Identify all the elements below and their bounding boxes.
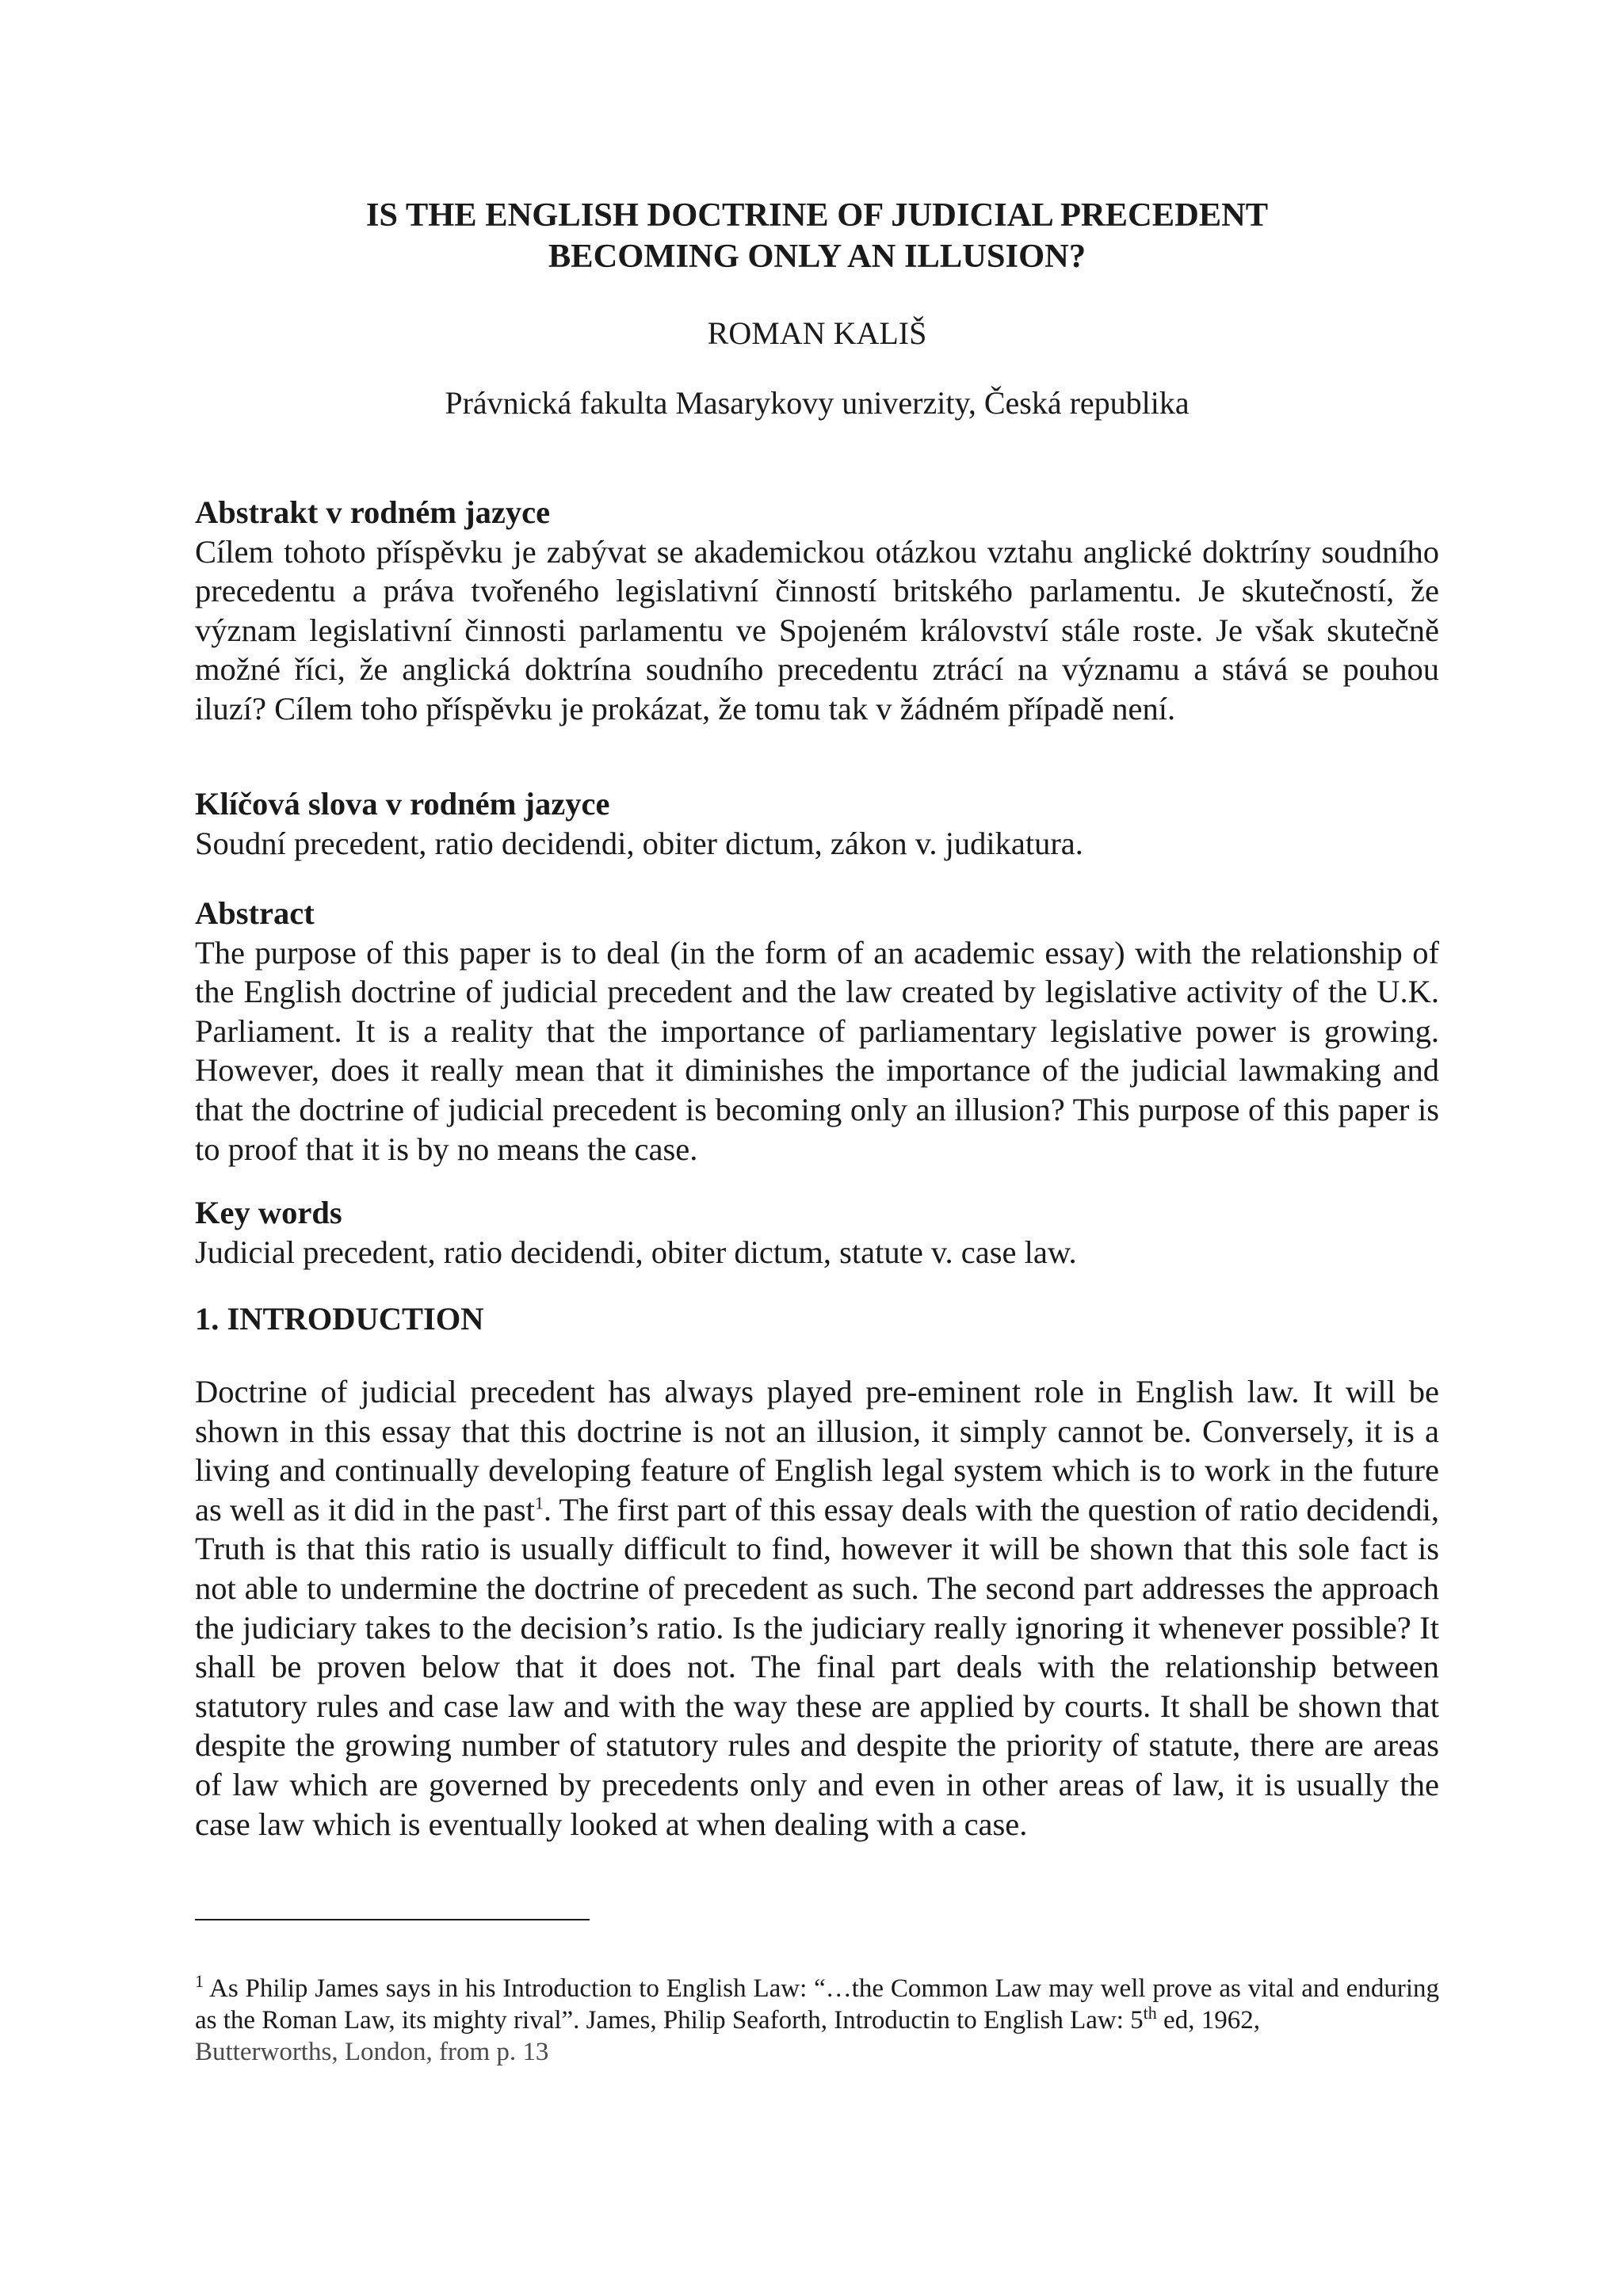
abstract-en-heading: Abstract — [195, 895, 315, 931]
abstract-native-section — [195, 493, 1439, 729]
footnote — [195, 1973, 1439, 2068]
footnote-publisher: Butterworths, London, from p. 13 — [195, 2038, 549, 2066]
intro-text-part2: . The first part of this essay deals with the question of ratio decidendi, Truth is that this ratio is usually difficult to find, however it will be shown that this sole fact is not able to undermine the doctrine of precedent as such. The second part addresses the approach the judiciary takes to the decision’s ratio. Is the judiciary really ignoring it whenever possible? It shall be proven below that it does not. The final part deals with the relationship between statutory rules and case law and with the way these are applied by courts. It shall be shown that despite the growing number of statutory rules and despite the priority of statute, there are areas of law which are governed by precedents only and even in other areas of law, it is usually the case law which is eventually looked at when dealing with a case. — [195, 1491, 1439, 1842]
footnote-reference-mark: 1 — [534, 1493, 544, 1513]
abstract-native-heading: Abstrakt v rodném jazyce — [195, 494, 551, 530]
intro-text-part1: Doctrine of judicial precedent has always played pre-eminent role in English law. It will be shown in this essay that this doctrine is not an illusion, it simply cannot be. Conversely, it is a living and continually developing feature of English legal system which is to work in the future as well as it did in the past — [195, 1374, 1439, 1527]
abstract-native-text: Cílem tohoto příspěvku je zabývat se akademickou otázkou vztahu anglické doktríny soudního precedentu a práva tvořeného legislativní činností britského parlamentu. Je skutečností, že význam legislativní činnosti parlamentu ve Spojeném království stále roste. Je však skutečně možné říci, že anglická doktrína soudního precedentu ztrácí na významu a stává se pouhou iluzí? Cílem toho příspěvku je prokázat, že tomu tak v žádném případě není. — [195, 533, 1439, 727]
author-affiliation: Právnická fakulta Masarykovy univerzity, Česká republika — [445, 385, 1190, 421]
footnote-mark: 1 — [195, 1971, 204, 1991]
abstract-en-section — [195, 894, 1439, 1169]
paper-title — [195, 195, 1439, 277]
introduction-paragraph — [195, 1372, 1439, 1844]
keywords-en-heading: Key words — [195, 1195, 342, 1230]
keywords-native-section — [195, 784, 1439, 863]
footnote-edition-superscript: th — [1143, 2003, 1157, 2023]
keywords-en-section — [195, 1193, 1439, 1272]
keywords-native-heading: Klíčová slova v rodném jazyce — [195, 786, 610, 822]
footnote-separator — [195, 1919, 590, 1920]
keywords-native-text: Soudní precedent, ratio decidendi, obiter dictum, zákon v. judikatura. — [195, 825, 1083, 861]
title-line-2: BECOMING ONLY AN ILLUSION? — [548, 238, 1086, 275]
abstract-en-text: The purpose of this paper is to deal (in the form of an academic essay) with the relationship of the English doctrine of judicial precedent and the law created by legislative activity of the U.K. Parliament. It is a reality that the importance of parliamentary legislative power is growing. However, does it really mean that it diminishes the importance of the judicial lawmaking and that the doctrine of judicial precedent is becoming only an illusion? This purpose of this paper is to proof that it is by no means the case. — [195, 934, 1439, 1167]
footnote-text-part2: ed, 1962, — [1156, 2006, 1260, 2035]
title-line-1: IS THE ENGLISH DOCTRINE OF JUDICIAL PRECEDENT — [365, 196, 1269, 234]
introduction-heading: 1. INTRODUCTION — [195, 1301, 484, 1337]
footnote-text-part1: As Philip James says in his Introduction to English Law: “…the Common Law may well prove as vital and enduring as the Roman Law, its mighty rival”. James, Philip Seaforth, Introductin to English Law: 5 — [195, 1974, 1439, 2035]
author-name: ROMAN KALIŠ — [707, 315, 927, 351]
keywords-en-text: Judicial precedent, ratio decidendi, obiter dictum, statute v. case law. — [195, 1234, 1077, 1270]
